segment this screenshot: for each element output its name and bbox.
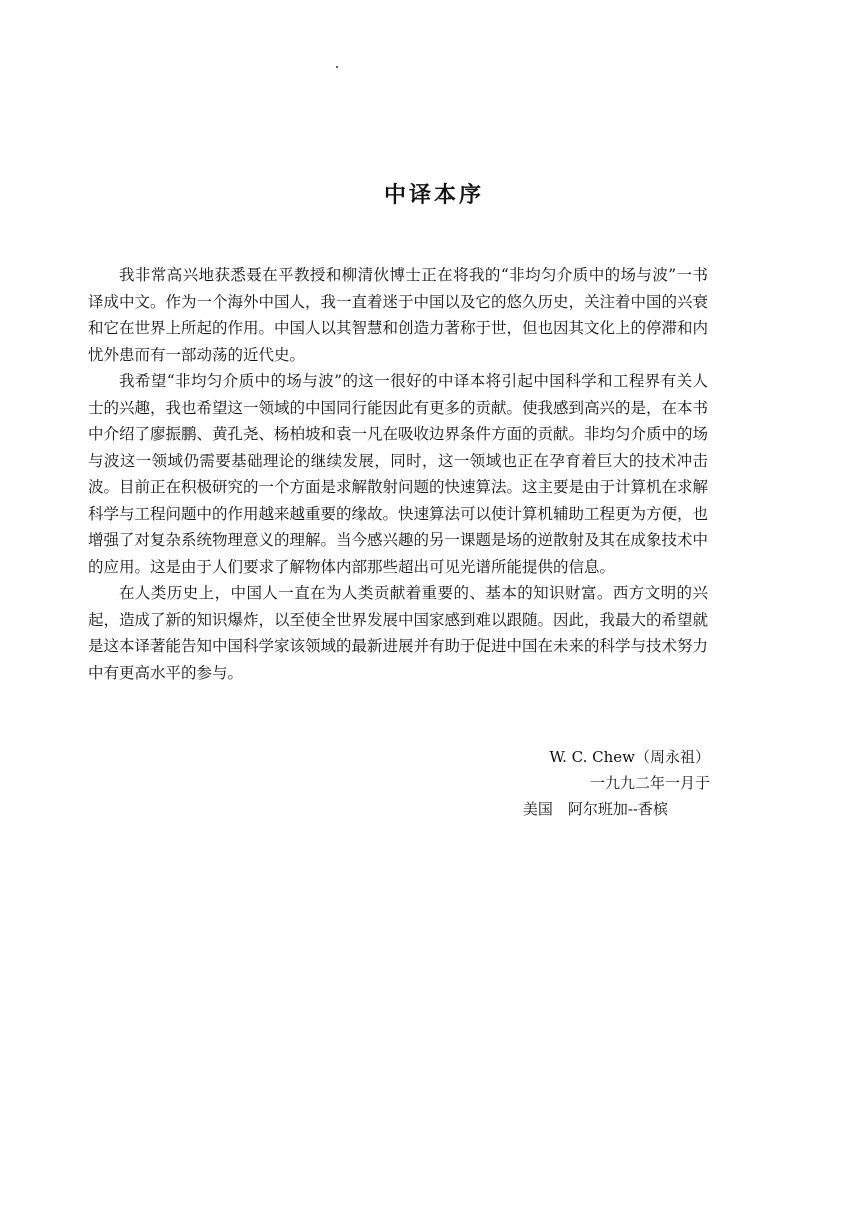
- signature-author: W. C. Chew（周永祖）: [549, 748, 710, 766]
- signature-block: [440, 744, 710, 822]
- page-title: 中译本序: [383, 183, 484, 208]
- scan-speck: [336, 66, 338, 68]
- preface-body: [88, 262, 708, 686]
- paragraph-3: 在人类历史上，中国人一直在为人类贡献着重要的、基本的知识财富。西方文明的兴起，造成了新的知识爆炸，以至使全世界发展中国家感到难以跟随。因此，我最大的希望就是这本译著能告知中国科学家该领域的最新进展并有助于促进中国在未来的科学与技术努力中有更高水平的参与。: [88, 584, 709, 682]
- signature-date: 一九九二年一月于: [589, 774, 710, 792]
- paragraph-2: 我希望“非均匀介质中的场与波”的这一很好的中译本将引起中国科学和工程界有关人士的兴趣，我也希望这一领域的中国同行能因此有更多的贡献。使我感到高兴的是，在本书中介绍了廖振鹏、黄孔尧、杨柏坡和袁一凡在吸收边界条件方面的贡献。非均匀介质中的场与波这一领域仍需要基础理论的继续发展，同时，这一领域也正在孕育着巨大的技术冲击波。目前正在积极研究的一个方面是求解散射问题的快速算法。这主要是由于计算机在求解科学与工程问题中的作用越来越重要的缘故。快速算法可以使计算机辅助工程更为方便，也增强了对复杂系统物理意义的理解。当今感兴趣的另一课题是场的逆散射及其在成象技术中的应用。这是由于人们要求了解物体内部那些超出可见光谱所能提供的信息。: [88, 372, 709, 576]
- signature-place: 美国 阿尔班加--香槟: [522, 800, 668, 818]
- paragraph-1: 我非常高兴地获悉聂在平教授和柳清伙博士正在将我的“非均匀介质中的场与波”一书译成中文。作为一个海外中国人，我一直着迷于中国以及它的悠久历史，关注着中国的兴衰和它在世界上所起的作用。中国人以其智慧和创造力著称于世，但也因其文化上的停滞和内忧外患而有一部动荡的近代史。: [88, 266, 709, 364]
